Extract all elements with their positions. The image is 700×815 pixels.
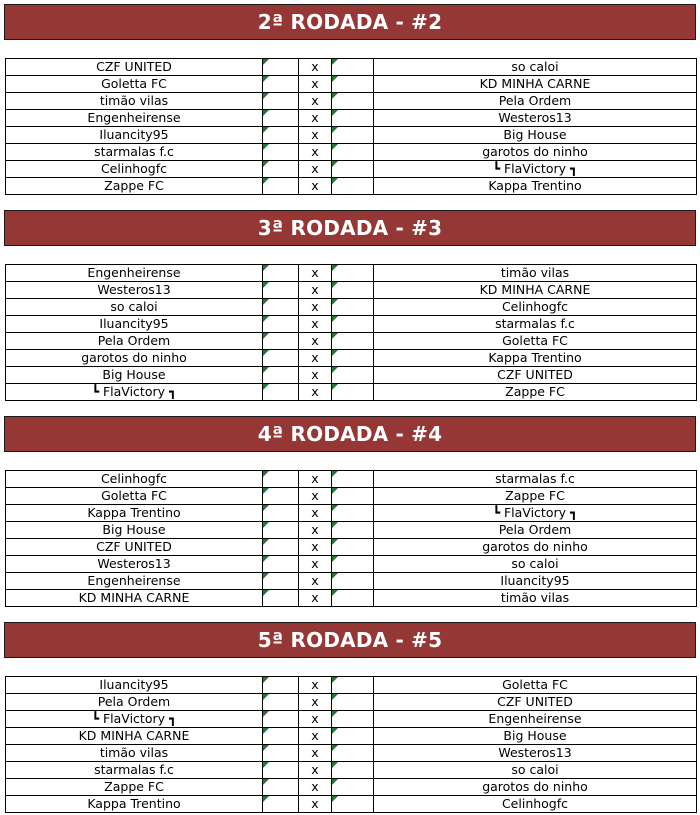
versus-label: x: [299, 299, 332, 316]
match-table: [5, 264, 697, 401]
versus-label: x: [299, 505, 332, 522]
home-score-cell[interactable]: [263, 110, 299, 127]
away-score-cell[interactable]: [332, 677, 374, 694]
away-team-cell[interactable]: ┗ FlaVictory ┓: [374, 161, 697, 178]
home-team-cell[interactable]: KD MINHA CARNE: [6, 590, 263, 607]
away-score-cell[interactable]: [332, 488, 374, 505]
match-row: [6, 161, 697, 178]
match-row: [6, 590, 697, 607]
away-team-cell[interactable]: Kappa Trentino: [374, 350, 697, 367]
away-team-cell[interactable]: Kappa Trentino: [374, 178, 697, 195]
match-row: [6, 59, 697, 76]
match-row: [6, 488, 697, 505]
home-score-cell[interactable]: [263, 573, 299, 590]
home-score-cell[interactable]: [263, 127, 299, 144]
match-row: [6, 127, 697, 144]
away-team-cell[interactable]: Big House: [374, 728, 697, 745]
home-score-cell[interactable]: [263, 779, 299, 796]
match-table: [5, 470, 697, 607]
home-score-cell[interactable]: [263, 522, 299, 539]
away-team-cell[interactable]: CZF UNITED: [374, 694, 697, 711]
versus-label: x: [299, 384, 332, 401]
home-score-cell[interactable]: [263, 677, 299, 694]
away-score-cell[interactable]: [332, 282, 374, 299]
home-team-cell[interactable]: CZF UNITED: [6, 59, 263, 76]
home-team-cell[interactable]: Celinhogfc: [6, 471, 263, 488]
versus-label: x: [299, 59, 332, 76]
away-team-cell[interactable]: KD MINHA CARNE: [374, 76, 697, 93]
home-score-cell[interactable]: [263, 367, 299, 384]
away-score-cell[interactable]: [332, 110, 374, 127]
away-team-cell[interactable]: CZF UNITED: [374, 367, 697, 384]
away-team-cell[interactable]: Big House: [374, 127, 697, 144]
match-row: [6, 178, 697, 195]
home-team-cell[interactable]: starmalas f.c: [6, 762, 263, 779]
away-score-cell[interactable]: [332, 316, 374, 333]
home-team-cell[interactable]: Engenheirense: [6, 110, 263, 127]
versus-label: x: [299, 539, 332, 556]
away-team-cell[interactable]: Zappe FC: [374, 384, 697, 401]
away-team-cell[interactable]: so caloi: [374, 59, 697, 76]
match-row: [6, 265, 697, 282]
versus-label: x: [299, 333, 332, 350]
match-row: [6, 539, 697, 556]
versus-label: x: [299, 127, 332, 144]
home-team-cell[interactable]: Engenheirense: [6, 573, 263, 590]
away-score-cell[interactable]: [332, 384, 374, 401]
away-team-cell[interactable]: Westeros13: [374, 110, 697, 127]
away-score-cell[interactable]: [332, 93, 374, 110]
match-row: [6, 471, 697, 488]
home-team-cell[interactable]: Pela Ordem: [6, 694, 263, 711]
match-row: [6, 556, 697, 573]
versus-label: x: [299, 350, 332, 367]
home-team-cell[interactable]: so caloi: [6, 299, 263, 316]
home-team-cell[interactable]: Engenheirense: [6, 265, 263, 282]
versus-label: x: [299, 265, 332, 282]
home-team-cell[interactable]: ┗ FlaVictory ┓: [6, 384, 263, 401]
round-title: 2ª RODADA - #2: [4, 4, 696, 40]
away-score-cell[interactable]: [332, 694, 374, 711]
home-team-cell[interactable]: ┗ FlaVictory ┓: [6, 711, 263, 728]
away-score-cell[interactable]: [332, 711, 374, 728]
versus-label: x: [299, 677, 332, 694]
away-team-cell[interactable]: Zappe FC: [374, 488, 697, 505]
versus-label: x: [299, 745, 332, 762]
home-team-cell[interactable]: Celinhogfc: [6, 161, 263, 178]
round-title: 4ª RODADA - #4: [4, 416, 696, 452]
match-row: [6, 299, 697, 316]
away-score-cell[interactable]: [332, 745, 374, 762]
home-score-cell[interactable]: [263, 711, 299, 728]
home-team-cell[interactable]: garotos do ninho: [6, 350, 263, 367]
away-team-cell[interactable]: Celinhogfc: [374, 299, 697, 316]
away-score-cell[interactable]: [332, 762, 374, 779]
match-row: [6, 144, 697, 161]
versus-label: x: [299, 471, 332, 488]
match-row: [6, 779, 697, 796]
home-team-cell[interactable]: KD MINHA CARNE: [6, 728, 263, 745]
away-team-cell[interactable]: Pela Ordem: [374, 522, 697, 539]
home-score-cell[interactable]: [263, 333, 299, 350]
versus-label: x: [299, 762, 332, 779]
match-row: [6, 745, 697, 762]
away-team-cell[interactable]: timão vilas: [374, 265, 697, 282]
away-score-cell[interactable]: [332, 779, 374, 796]
home-score-cell[interactable]: [263, 556, 299, 573]
home-score-cell[interactable]: [263, 76, 299, 93]
versus-label: x: [299, 282, 332, 299]
away-score-cell[interactable]: [332, 590, 374, 607]
away-team-cell[interactable]: timão vilas: [374, 590, 697, 607]
match-row: [6, 522, 697, 539]
away-score-cell[interactable]: [332, 76, 374, 93]
match-row: [6, 728, 697, 745]
home-team-cell[interactable]: Westeros13: [6, 556, 263, 573]
home-team-cell[interactable]: Zappe FC: [6, 178, 263, 195]
home-score-cell[interactable]: [263, 265, 299, 282]
away-team-cell[interactable]: Goletta FC: [374, 677, 697, 694]
versus-label: x: [299, 694, 332, 711]
away-team-cell[interactable]: so caloi: [374, 762, 697, 779]
away-score-cell[interactable]: [332, 299, 374, 316]
away-score-cell[interactable]: [332, 556, 374, 573]
away-team-cell[interactable]: ┗ FlaVictory ┓: [374, 505, 697, 522]
home-team-cell[interactable]: CZF UNITED: [6, 539, 263, 556]
versus-label: x: [299, 556, 332, 573]
home-score-cell[interactable]: [263, 796, 299, 813]
home-score-cell[interactable]: [263, 282, 299, 299]
away-team-cell[interactable]: Goletta FC: [374, 333, 697, 350]
away-team-cell[interactable]: KD MINHA CARNE: [374, 282, 697, 299]
home-score-cell[interactable]: [263, 144, 299, 161]
home-score-cell[interactable]: [263, 471, 299, 488]
home-score-cell[interactable]: [263, 161, 299, 178]
match-row: [6, 93, 697, 110]
home-score-cell[interactable]: [263, 539, 299, 556]
versus-label: x: [299, 93, 332, 110]
home-team-cell[interactable]: Goletta FC: [6, 488, 263, 505]
away-score-cell[interactable]: [332, 265, 374, 282]
home-team-cell[interactable]: timão vilas: [6, 745, 263, 762]
home-score-cell[interactable]: [263, 316, 299, 333]
match-table: [5, 676, 697, 813]
away-score-cell[interactable]: [332, 144, 374, 161]
away-score-cell[interactable]: [332, 161, 374, 178]
home-team-cell[interactable]: Goletta FC: [6, 76, 263, 93]
away-score-cell[interactable]: [332, 178, 374, 195]
home-team-cell[interactable]: Big House: [6, 522, 263, 539]
away-score-cell[interactable]: [332, 333, 374, 350]
match-row: [6, 384, 697, 401]
round-title: 3ª RODADA - #3: [4, 210, 696, 246]
away-score-cell[interactable]: [332, 573, 374, 590]
match-row: [6, 711, 697, 728]
versus-label: x: [299, 711, 332, 728]
match-row: [6, 796, 697, 813]
away-score-cell[interactable]: [332, 796, 374, 813]
match-row: [6, 762, 697, 779]
away-score-cell[interactable]: [332, 728, 374, 745]
versus-label: x: [299, 144, 332, 161]
home-score-cell[interactable]: [263, 59, 299, 76]
versus-label: x: [299, 161, 332, 178]
match-row: [6, 694, 697, 711]
versus-label: x: [299, 728, 332, 745]
away-score-cell[interactable]: [332, 59, 374, 76]
away-team-cell[interactable]: so caloi: [374, 556, 697, 573]
away-team-cell[interactable]: Celinhogfc: [374, 796, 697, 813]
match-row: [6, 367, 697, 384]
versus-label: x: [299, 367, 332, 384]
match-row: [6, 350, 697, 367]
away-score-cell[interactable]: [332, 471, 374, 488]
match-row: [6, 110, 697, 127]
home-score-cell[interactable]: [263, 350, 299, 367]
versus-label: x: [299, 522, 332, 539]
home-team-cell[interactable]: Kappa Trentino: [6, 796, 263, 813]
versus-label: x: [299, 316, 332, 333]
away-score-cell[interactable]: [332, 505, 374, 522]
home-score-cell[interactable]: [263, 505, 299, 522]
home-score-cell[interactable]: [263, 745, 299, 762]
match-row: [6, 76, 697, 93]
home-team-cell[interactable]: Westeros13: [6, 282, 263, 299]
home-team-cell[interactable]: Iluancity95: [6, 127, 263, 144]
home-team-cell[interactable]: starmalas f.c: [6, 144, 263, 161]
away-score-cell[interactable]: [332, 127, 374, 144]
versus-label: x: [299, 590, 332, 607]
home-score-cell[interactable]: [263, 694, 299, 711]
home-team-cell[interactable]: Big House: [6, 367, 263, 384]
round-title: 5ª RODADA - #5: [4, 622, 696, 658]
versus-label: x: [299, 779, 332, 796]
home-score-cell[interactable]: [263, 178, 299, 195]
versus-label: x: [299, 573, 332, 590]
home-score-cell[interactable]: [263, 728, 299, 745]
match-row: [6, 505, 697, 522]
away-team-cell[interactable]: Iluancity95: [374, 573, 697, 590]
match-row: [6, 282, 697, 299]
versus-label: x: [299, 178, 332, 195]
home-team-cell[interactable]: Iluancity95: [6, 316, 263, 333]
home-score-cell[interactable]: [263, 762, 299, 779]
away-score-cell[interactable]: [332, 522, 374, 539]
away-team-cell[interactable]: garotos do ninho: [374, 779, 697, 796]
home-team-cell[interactable]: Kappa Trentino: [6, 505, 263, 522]
away-team-cell[interactable]: starmalas f.c: [374, 316, 697, 333]
match-row: [6, 316, 697, 333]
home-team-cell[interactable]: Zappe FC: [6, 779, 263, 796]
away-score-cell[interactable]: [332, 350, 374, 367]
away-team-cell[interactable]: starmalas f.c: [374, 471, 697, 488]
versus-label: x: [299, 76, 332, 93]
match-row: [6, 333, 697, 350]
away-team-cell[interactable]: Pela Ordem: [374, 93, 697, 110]
versus-label: x: [299, 110, 332, 127]
home-team-cell[interactable]: timão vilas: [6, 93, 263, 110]
home-score-cell[interactable]: [263, 590, 299, 607]
away-team-cell[interactable]: garotos do ninho: [374, 144, 697, 161]
home-team-cell[interactable]: Iluancity95: [6, 677, 263, 694]
away-team-cell[interactable]: Westeros13: [374, 745, 697, 762]
away-score-cell[interactable]: [332, 367, 374, 384]
away-team-cell[interactable]: Engenheirense: [374, 711, 697, 728]
home-team-cell[interactable]: Pela Ordem: [6, 333, 263, 350]
away-score-cell[interactable]: [332, 539, 374, 556]
home-score-cell[interactable]: [263, 93, 299, 110]
versus-label: x: [299, 488, 332, 505]
home-score-cell[interactable]: [263, 299, 299, 316]
versus-label: x: [299, 796, 332, 813]
home-score-cell[interactable]: [263, 384, 299, 401]
match-table: [5, 58, 697, 195]
away-team-cell[interactable]: garotos do ninho: [374, 539, 697, 556]
match-row: [6, 677, 697, 694]
match-row: [6, 573, 697, 590]
home-score-cell[interactable]: [263, 488, 299, 505]
